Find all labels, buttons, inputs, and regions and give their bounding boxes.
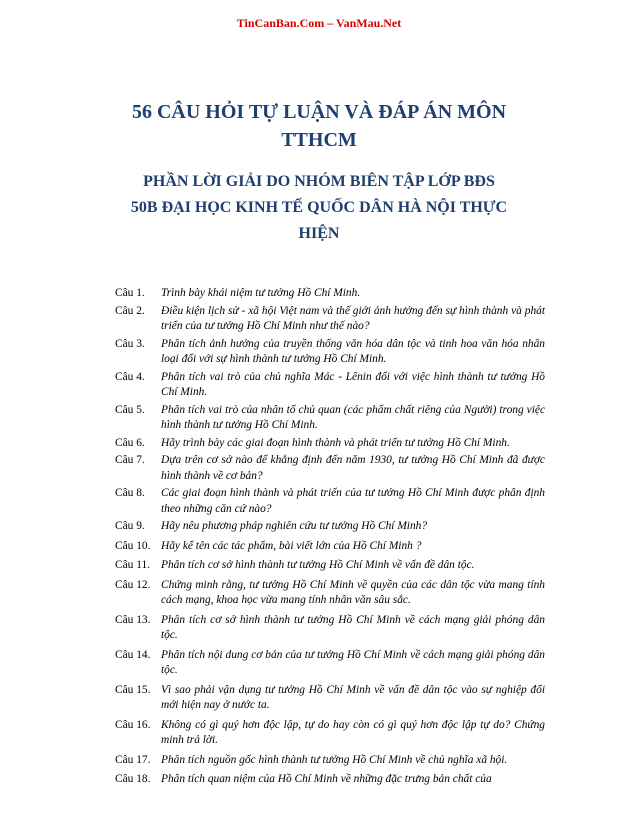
question-item (115, 286, 545, 302)
question-item (115, 436, 545, 452)
question-text: Phân tích vai trò của chủ nghĩa Mác - Lênin đối với việc hình thành tư tưởng Hồ Chí Minh. (161, 370, 545, 398)
question-number: Câu 13. (115, 613, 151, 626)
question-text: Không có gì quý hơn độc lập, tự do hay còn có gì quý hơn độc lập tự do? Chứng minh trả lời. (161, 718, 545, 746)
question-text: Hãy kể tên các tác phẩm, bài viết lớn của Hồ Chí Minh ? (161, 539, 422, 552)
question-item (115, 519, 545, 535)
question-number: Câu 12. (115, 578, 151, 591)
question-number: Câu 15. (115, 683, 151, 696)
question-item (115, 578, 545, 609)
question-list (115, 286, 545, 792)
question-text: Phân tích nội dung cơ bản của tư tưởng Hồ Chí Minh về cách mạng giải phóng dân tộc. (161, 648, 545, 676)
question-text: Phân tích ảnh hưởng của truyền thống văn hóa dân tộc và tinh hoa văn hóa nhân loại đối với sự hình thành tư tưởng Hồ Chí Minh. (161, 337, 545, 365)
question-item (115, 718, 545, 749)
question-number: Câu 7. (115, 454, 145, 466)
question-text: Hãy nêu phương pháp nghiên cứu tư tưởng Hồ Chí Minh? (161, 520, 428, 532)
question-item (115, 337, 545, 368)
site-header[interactable]: TinCanBan.Com – VanMau.Net (236, 16, 402, 30)
question-text: Điều kiện lịch sử - xã hội Việt nam và thế giới ảnh hưởng đến sự hình thành và phát triển của tư tưởng Hồ Chí Minh như thế nào? (161, 304, 545, 332)
question-text: Phân tích vai trò của nhân tố chủ quan (các phẩm chất riêng của Người) trong việc hình thành tư tưởng Hồ Chí Minh. (161, 403, 545, 431)
question-number: Câu 8. (115, 487, 145, 499)
question-item (115, 486, 545, 517)
subtitle-line-2: 50B ĐẠI HỌC KINH TẾ QUỐC DÂN HÀ NỘI THỰC (130, 199, 508, 216)
question-number: Câu 11. (115, 559, 151, 571)
question-number: Câu 6. (115, 436, 145, 449)
question-text: Dựa trên cơ sở nào để khẳng định đến năm 1930, tư tưởng Hồ Chí Minh đã được hình thành về cơ bản? (161, 454, 545, 482)
question-number: Câu 2. (115, 304, 145, 317)
subtitle-line-1: PHẦN LỜI GIẢI DO NHÓM BIÊN TẬP LỚP BĐS (143, 173, 495, 190)
question-text: Hãy trình bày các giai đoạn hình thành và phát triển tư tưởng Hồ Chí Minh. (161, 436, 510, 449)
question-number: Câu 3. (115, 337, 145, 350)
document-subtitle (78, 169, 560, 247)
question-text: Chứng minh rằng, tư tưởng Hồ Chí Minh về quyền của các dân tộc vừa mang tính cách mạng, khoa học vừa mang tính nhân văn sâu sắc. (161, 578, 545, 606)
question-item (115, 683, 545, 714)
question-item (115, 453, 545, 484)
question-item (115, 403, 545, 434)
question-number: Câu 1. (115, 287, 145, 299)
subtitle-line-3: HIỆN (298, 225, 340, 242)
question-item (115, 370, 545, 401)
question-text: Phân tích nguồn gốc hình thành tư tưởng Hồ Chí Minh về chủ nghĩa xã hội. (161, 753, 508, 766)
question-number: Câu 4. (115, 370, 145, 383)
question-item (115, 558, 545, 574)
document-title (90, 98, 548, 154)
question-number: Câu 16. (115, 718, 151, 731)
title-line-2: TTHCM (281, 129, 357, 151)
question-text: Các giai đoạn hình thành và phát triển của tư tưởng Hồ Chí Minh được phân định theo những căn cứ nào? (161, 487, 545, 515)
question-text: Phân tích quan niệm của Hồ Chí Minh về những đặc trưng bản chất của (161, 773, 492, 785)
question-number: Câu 18. (115, 773, 151, 785)
question-item (115, 613, 545, 644)
title-line-1: 56 CÂU HỎI TỰ LUẬN VÀ ĐÁP ÁN MÔN (131, 101, 507, 123)
question-item (115, 648, 545, 679)
question-number: Câu 17. (115, 753, 151, 766)
question-item (115, 304, 545, 335)
question-number: Câu 5. (115, 403, 145, 416)
question-number: Câu 9. (115, 520, 145, 532)
question-item (115, 753, 545, 769)
question-number: Câu 10. (115, 539, 151, 552)
question-text: Phân tích cơ sở hình thành tư tưởng Hồ Chí Minh về cách mạng giải phóng dân tộc. (161, 613, 545, 641)
question-text: Trình bày khái niệm tư tưởng Hồ Chí Minh. (161, 287, 361, 299)
question-number: Câu 14. (115, 648, 151, 661)
question-item (115, 539, 545, 555)
question-text: Vì sao phải vận dụng tư tưởng Hồ Chí Minh về vấn đề dân tộc vào sự nghiệp đổi mới hiện nay ở nước ta. (161, 683, 545, 711)
question-text: Phân tích cơ sở hình thành tư tưởng Hồ Chí Minh về vấn đề dân tộc. (161, 559, 475, 571)
question-item (115, 772, 545, 788)
